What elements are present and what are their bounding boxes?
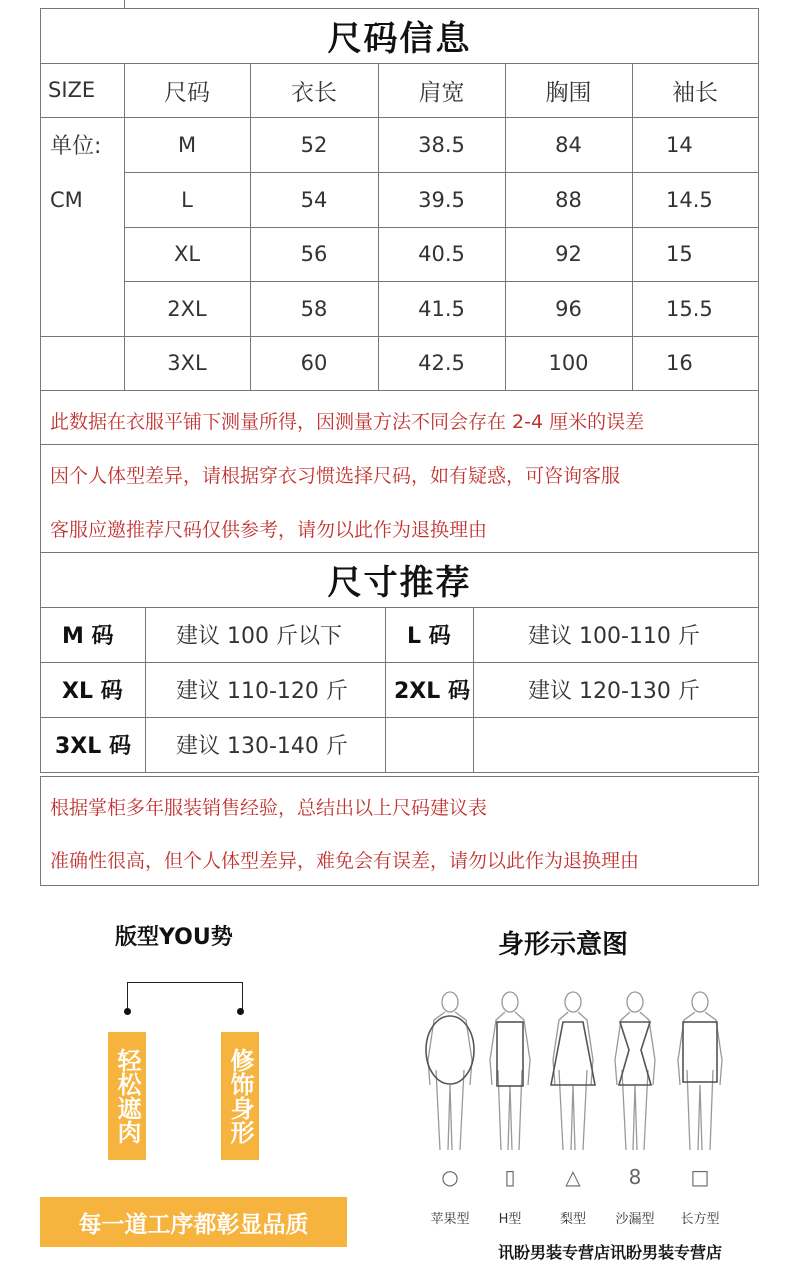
header-size-code: 尺码: [164, 79, 210, 106]
body-shape-title: 身形示意图: [498, 930, 629, 960]
table-cell: 84: [555, 132, 582, 157]
table-cell: 54: [300, 187, 328, 212]
table-cell: XL: [173, 242, 201, 266]
header-sleeve: 袖长: [672, 79, 718, 106]
shape-label: 沙漏型: [615, 1212, 655, 1227]
note-line: 因个人体型差异，请根据穿衣习惯选择尺码，如有疑惑，可咨询客服: [50, 465, 621, 487]
note-line: 准确性很高，但个人体型差异，难免会有误差，请勿以此作为退换理由: [50, 850, 640, 872]
table-cell: 15: [666, 242, 693, 266]
table-cell: 52: [300, 132, 328, 157]
shape-icon-apple: ○: [441, 1165, 459, 1189]
figure-hourglass: [615, 992, 655, 1150]
rec-advice: 建议 110-120 斤: [176, 679, 348, 704]
connector-dot: [237, 1008, 244, 1015]
shape-icon-h: ▯: [504, 1165, 516, 1189]
figure-apple: [426, 992, 474, 1150]
body-figures: [410, 990, 740, 1160]
shape-label: H型: [498, 1212, 522, 1227]
unit-label: 单位:: [50, 134, 102, 159]
rec-advice: 建议 100-110 斤: [528, 624, 700, 649]
shape-icon-pear: △: [565, 1165, 581, 1189]
rec-size-label: L 码: [407, 624, 451, 649]
table-cell: 14.5: [666, 187, 713, 212]
table-cell: 41.5: [418, 296, 465, 321]
table-cell: 100: [548, 351, 589, 375]
header-shoulder: 肩宽: [418, 79, 465, 106]
note-line: 客服应邀推荐尺码仅供参考，请勿以此作为退换理由: [50, 519, 488, 541]
rec-size-label: 2XL 码: [394, 679, 470, 704]
quality-banner: 每一道工序都彰显品质: [40, 1197, 347, 1247]
unit-cm: CM: [50, 187, 83, 212]
connector: [127, 982, 243, 1011]
table-cell: 92: [555, 242, 582, 266]
table-cell: 15.5: [666, 296, 713, 321]
shape-label: 长方型: [680, 1212, 720, 1227]
rec-size-label: XL 码: [62, 679, 123, 704]
table-cell: 88: [555, 187, 582, 212]
shape-label: 苹果型: [430, 1212, 470, 1227]
figure-h: [490, 992, 530, 1150]
note-line: 此数据在衣服平铺下测量所得，因测量方法不同会存在 2-4 厘米的误差: [50, 411, 645, 433]
rec-advice: 建议 100 斤以下: [176, 624, 342, 649]
table-cell: L: [181, 187, 193, 212]
store-footer: 讯盼男装专营店讯盼男装专营店: [498, 1243, 723, 1262]
table-cell: 3XL: [167, 351, 207, 375]
shape-label: 梨型: [559, 1212, 586, 1227]
rec-size-label: M 码: [62, 624, 114, 649]
tag-shape-body: 修饰身形: [221, 1032, 259, 1160]
table-cell: 16: [666, 351, 693, 375]
rec-advice: 建议 120-130 斤: [528, 679, 700, 704]
table-cell: 40.5: [418, 242, 465, 266]
rec-size-label: 3XL 码: [55, 734, 131, 759]
table-cell: 39.5: [418, 187, 465, 212]
header-chest: 胸围: [545, 79, 592, 106]
tag-cover-flesh: 轻松遮肉: [108, 1032, 146, 1160]
table-cell: M: [177, 132, 197, 157]
table-cell: 58: [300, 296, 328, 321]
rec-advice: 建议 130-140 斤: [176, 734, 348, 759]
note-line: 根据掌柜多年服装销售经验，总结出以上尺码建议表: [50, 797, 488, 819]
table-cell: 56: [300, 242, 328, 266]
figure-pear: [551, 992, 595, 1150]
recommend-title: 尺寸推荐: [327, 563, 472, 603]
table-cell: 14: [666, 132, 693, 157]
header-length: 衣长: [291, 79, 337, 106]
header-size: SIZE: [48, 78, 96, 102]
shape-icon-hourglass: 8: [628, 1165, 642, 1189]
fit-title: 版型YOU势: [115, 925, 233, 950]
size-table-title: 尺码信息: [327, 19, 472, 59]
table-cell: 2XL: [167, 296, 207, 321]
shape-icon-rectangle: □: [690, 1165, 710, 1189]
connector-dot: [124, 1008, 131, 1015]
table-cell: 60: [300, 351, 328, 375]
table-cell: 38.5: [418, 132, 465, 157]
table-cell: 96: [555, 296, 582, 321]
table-cell: 42.5: [418, 351, 465, 375]
figure-rectangle: [678, 992, 722, 1150]
